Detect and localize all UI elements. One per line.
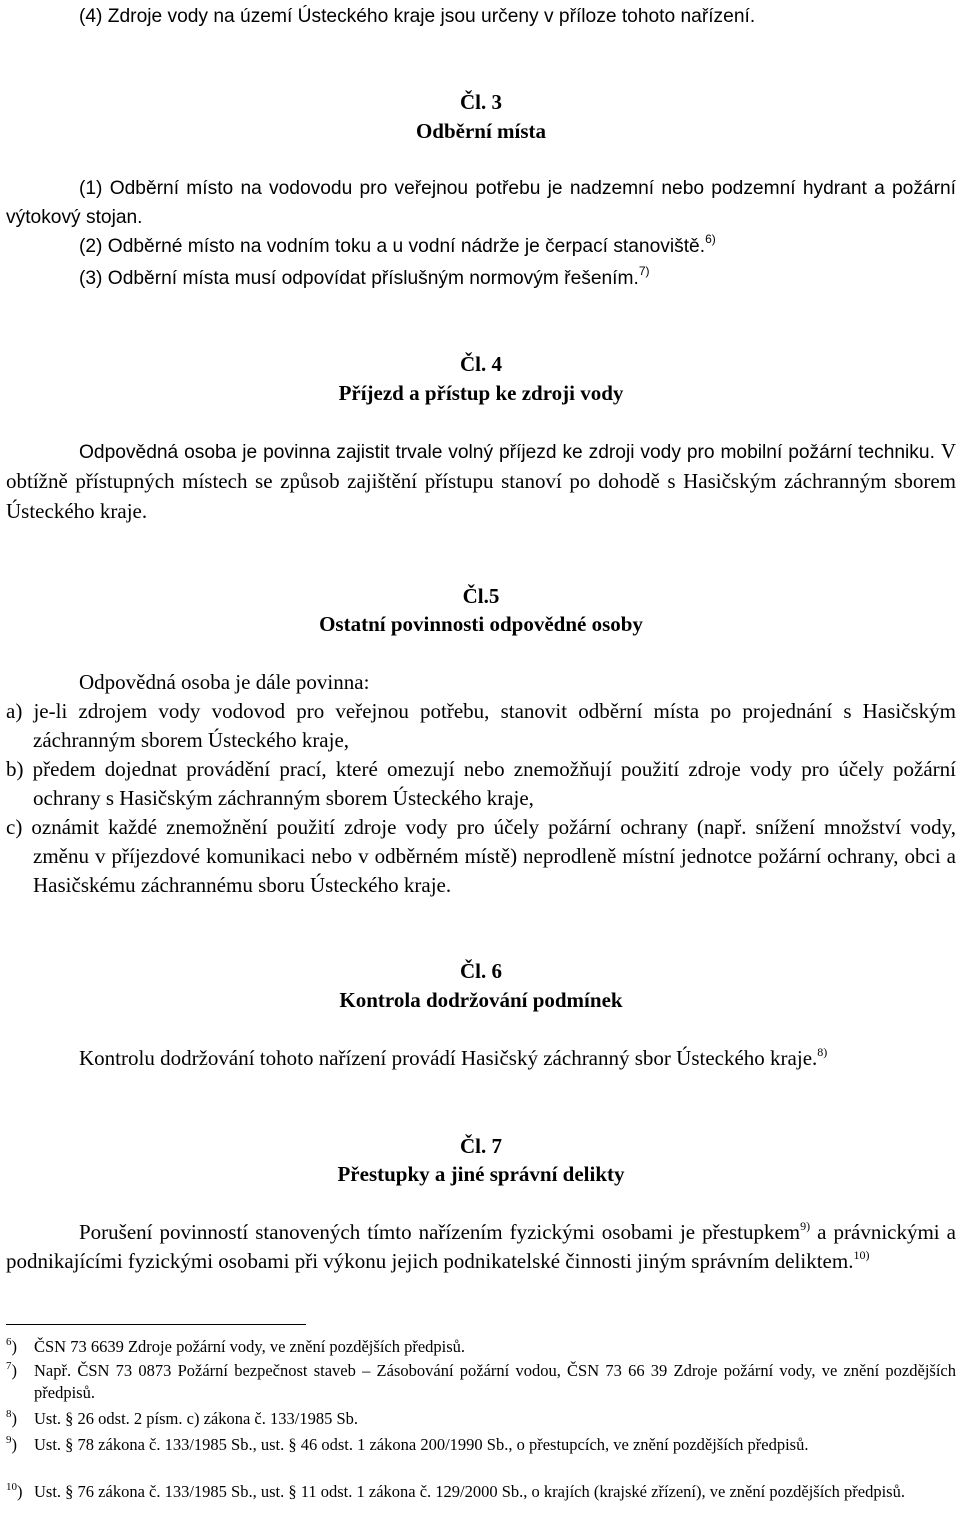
footnote-9-mark: $^9$) — [6, 1434, 17, 1454]
article-7-paragraph-b: a právnickými a podnikajícími fyzickými osobami při výkonu jejich podnikatelské činnosti jiným správním deliktem. — [6, 1220, 956, 1273]
article-7-title: Přestupky a jiné správní delikty — [337, 1162, 625, 1186]
article-7-paragraph — [6, 1218, 956, 1276]
footnote-6-text: ČSN 73 6639 Zdroje požární vody, ve znění pozdějších předpisů. — [34, 1337, 466, 1356]
footnote-6-mark: $^6$) — [6, 1336, 17, 1356]
footnote-8 — [6, 1408, 956, 1430]
article-3-paragraph-3-text: (3) Odběrní místa musí odpovídat příslušným normovým řešením. — [79, 268, 639, 289]
footnote-8-number: 8 — [6, 1408, 12, 1420]
article-3-number: Čl. 3 — [460, 90, 502, 114]
footnote-7-number: 7 — [6, 1360, 12, 1372]
footnote-10-text: Ust. § 76 zákona č. 133/1985 Sb., ust. § 11 odst. 1 zákona č. 129/2000 Sb., o krajích (krajské zřízení), ve znění pozdějších předpisů. — [34, 1482, 905, 1501]
footnote-separator — [6, 1324, 306, 1325]
article-6-paragraph — [6, 1044, 956, 1073]
article-5-title: Ostatní povinnosti odpovědné osoby — [319, 612, 643, 636]
footnote-6-number: 6 — [6, 1336, 12, 1348]
article-3-title: Odběrní místa — [415, 119, 547, 143]
intro-paragraph — [6, 2, 956, 31]
article-5-item-b: b) předem dojednat provádění prací, které omezují nebo znemožňují použití zdroje vody pro účely požární ochrany s Hasičským záchranným sborem Ústeckého kraje, — [6, 757, 956, 810]
footnote-7-text: Např. ČSN 73 0873 Požární bezpečnost staveb – Zásobování požární vodou, ČSN 73 66 39 Zdroje požární vody, ve znění pozdějších předpisů. — [34, 1361, 956, 1402]
footnote-10 — [6, 1481, 956, 1503]
footnote-10-mark: $^{10}$) — [6, 1481, 23, 1501]
footnote-7-mark: $^7$) — [6, 1360, 17, 1380]
footnote-10-number: 10 — [6, 1481, 17, 1493]
footnote-9-number: 9 — [6, 1434, 12, 1446]
footnote-7 — [6, 1360, 956, 1404]
footnote-ref-10[interactable]: 10) — [853, 1248, 870, 1262]
intro-text: (4) Zdroje vody na území Ústeckého kraje jsou určeny v příloze tohoto nařízení. — [79, 6, 756, 27]
footnote-9-text: Ust. § 78 zákona č. 133/1985 Sb., ust. § 46 odst. 1 zákona 200/1990 Sb., o přestupcích, ve znění pozdějších předpisů. — [34, 1435, 809, 1454]
footnote-ref-9[interactable]: 9) — [800, 1219, 811, 1233]
article-4-paragraph-a: Odpovědná osoba je povinna zajistit trvale volný příjezd ke zdroji vody pro mobilní požární techniku. — [79, 442, 935, 463]
article-5-lead: Odpovědná osoba je dále povinna: — [79, 670, 370, 694]
footnote-ref-7[interactable]: 7) — [638, 264, 650, 278]
article-7-number: Čl. 7 — [460, 1134, 502, 1158]
footnote-8-text: Ust. § 26 odst. 2 písm. c) zákona č. 133/1985 Sb. — [34, 1409, 359, 1428]
article-3-paragraph-2 — [6, 232, 956, 261]
article-3-paragraph-1: (1) Odběrní místo na vodovodu pro veřejnou potřebu je nadzemní nebo podzemní hydrant a požární výtokový stojan. — [6, 178, 956, 228]
article-4-paragraph-b: V obtížně přístupných místech se způsob zajištění přístupu stanoví po dohodě s Hasičským záchranným sborem Ústeckého kraje. — [6, 439, 956, 523]
footnote-ref-6[interactable]: 6) — [705, 232, 716, 246]
article-4-title: Příjezd a přístup ke zdroji vody — [338, 381, 624, 405]
footnote-ref-8[interactable]: 8) — [817, 1045, 828, 1059]
article-6-number: Čl. 6 — [460, 959, 502, 983]
article-5-number: Čl.5 — [462, 584, 500, 608]
article-3-paragraph-3 — [6, 264, 956, 293]
article-5-item-c: c) oznámit každé znemožnění použití zdroje vody pro účely požární ochrany (např. snížení množství vody, změnu v příjezdové komunikaci nebo v odběrném místě) neprodleně místní jednotce požární ochrany, obci a Hasičskému záchrannému sboru Ústeckého kraje. — [6, 815, 956, 897]
article-6-paragraph-text: Kontrolu dodržování tohoto nařízení provádí Hasičský záchranný sbor Ústeckého kraje. — [79, 1046, 818, 1070]
footnote-6 — [6, 1336, 956, 1358]
footnote-8-mark: $^8$) — [6, 1408, 17, 1428]
footnote-9 — [6, 1434, 956, 1456]
article-3-paragraph-2-text: (2) Odběrné místo na vodním toku a u vodní nádrže je čerpací stanoviště. — [79, 236, 706, 257]
article-5-item-a: a) je-li zdrojem vody vodovod pro veřejnou potřebu, stanovit odběrní místa po projednání s Hasičským záchranným sborem Ústeckého kraje, — [6, 699, 956, 752]
article-6-title: Kontrola dodržování podmínek — [339, 988, 623, 1012]
article-4-paragraph — [6, 437, 956, 527]
article-7-paragraph-a: Porušení povinností stanovených tímto nařízením fyzickými osobami je přestupkem — [79, 1220, 801, 1244]
article-4-number: Čl. 4 — [460, 352, 502, 376]
